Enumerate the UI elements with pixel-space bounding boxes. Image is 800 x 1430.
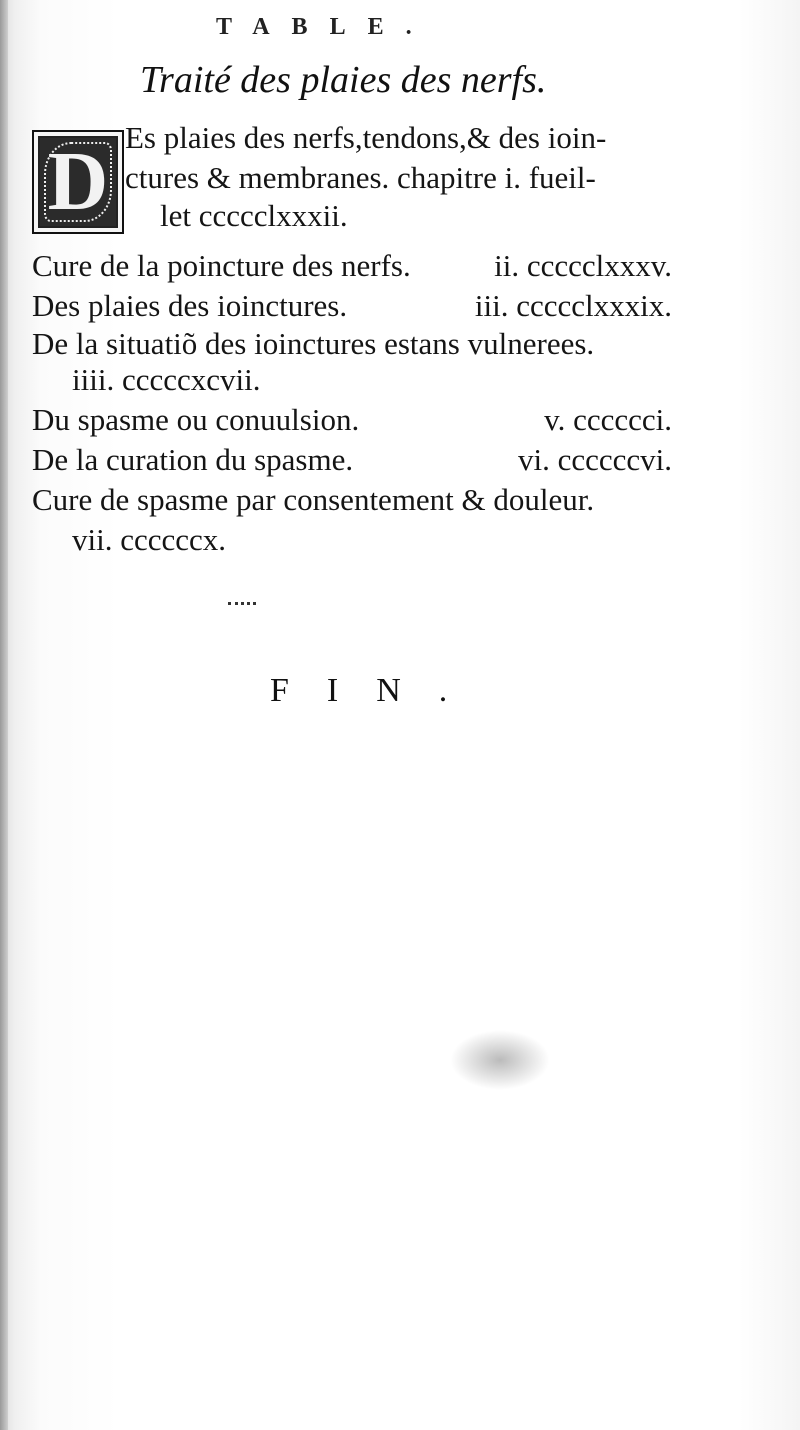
entry-folio: vi. ccccccvi. (517, 442, 672, 477)
entry-folio: ii. ccccclxxxv. (494, 248, 672, 283)
entry-title: Cure de la poincture des nerfs. (32, 248, 411, 283)
ornament-mark-icon (228, 590, 256, 605)
page-gutter (0, 0, 8, 1430)
entry-title: De la situatiõ des ioinctures estans vulnerees. (32, 326, 595, 361)
entry-folio: iii. ccccclxxxix. (474, 288, 672, 323)
entry-1-line-3: let ccccclxxxii. (160, 198, 348, 233)
ornamental-drop-cap (32, 130, 124, 234)
table-entry (32, 288, 672, 324)
table-entry (32, 442, 672, 478)
entry-1-line-1: Es plaies des nerfs,tendons,& des ioin- (125, 120, 607, 155)
table-entry (32, 248, 672, 284)
entry-title: De la curation du spasme. (32, 442, 354, 477)
colophon-fin: FIN. (270, 672, 486, 709)
paper-stain (450, 1030, 550, 1090)
entry-1-line-2: ctures & membranes. chapitre i. fueil- (125, 160, 596, 195)
running-head: TABLE. (216, 14, 434, 40)
section-title: Traité des plaies des nerfs. (140, 59, 547, 101)
table-entry (32, 482, 672, 518)
table-entry (32, 326, 672, 362)
table-entry (32, 402, 672, 438)
entry-title: Cure de spasme par consentement & douleur. (32, 482, 595, 517)
entry-title: Du spasme ou conuulsion. (32, 402, 360, 437)
drop-cap-letter: D (47, 135, 109, 228)
entry-title: Des plaies des ioinctures. (32, 288, 348, 323)
entry-continuation: vii. ccccccx. (72, 522, 227, 557)
entry-folio: v. cccccci. (544, 402, 672, 437)
entry-continuation: iiii. cccccxcvii. (72, 362, 261, 397)
